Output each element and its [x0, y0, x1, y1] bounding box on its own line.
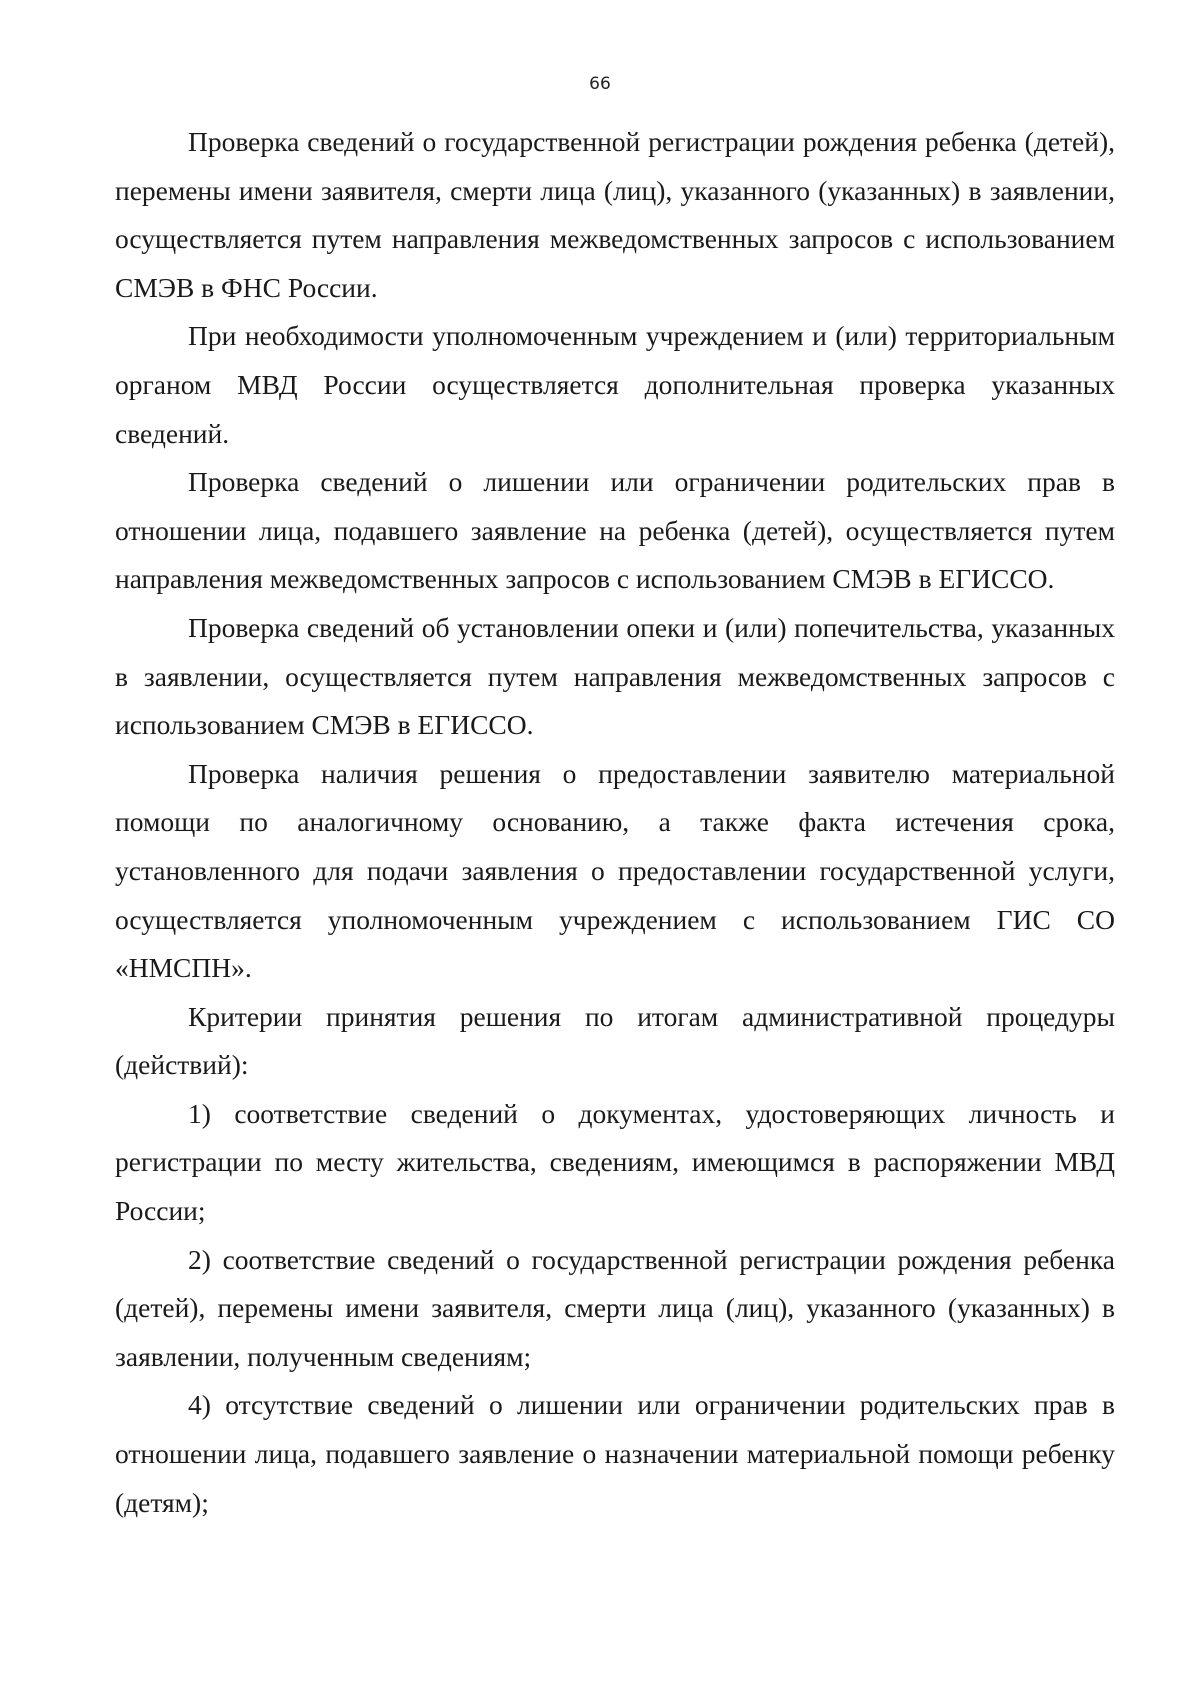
paragraph-decision-criteria: Критерии принятия решения по итогам административной процедуры (действий): [115, 1000, 1115, 1081]
paragraph-guardianship-check: Проверка сведений об установлении опеки и (или) попечительства, указанных в заявлении, осуществляется путем направления межведомственных запросов с использованием СМЭВ в ЕГИССО. [115, 611, 1115, 741]
page-number: 66 [589, 74, 611, 94]
paragraph-additional-check: При необходимости уполномоченным учреждением и (или) территориальным органом МВД России осуществляется дополнительная проверка указанных сведений. [115, 320, 1115, 449]
document-body [115, 118, 1115, 1527]
list-item-criterion-2: 2) соответствие сведений о государственной регистрации рождения ребенка (детей), перемены имени заявителя, смерти лица (лиц), указанного (указанных) в заявлении, полученным сведениям; [115, 1243, 1115, 1372]
list-item-criterion-4: 4) отсутствие сведений о лишении или ограничении родительских прав в отношении лица, подавшего заявление о назначении материальной помощи ребенку (детям); [115, 1389, 1115, 1518]
paragraph-birth-registration-check: Проверка сведений о государственной регистрации рождения ребенка (детей), перемены имени заявителя, смерти лица (лиц), указанного (указанных) в заявлении, осуществляется путем направления межведомственных запросов с использованием СМЭВ в ФНС России. [115, 126, 1115, 303]
paragraph-parental-rights-check: Проверка сведений о лишении или ограничении родительских прав в отношении лица, подавшего заявление на ребенка (детей), осуществляется путем направления межведомственных запросов с использованием СМЭВ в ЕГИССО. [115, 466, 1115, 595]
list-item-criterion-1: 1) соответствие сведений о документах, удостоверяющих личность и регистрации по месту жительства, сведениям, имеющимся в распоряжении МВД России; [115, 1097, 1115, 1227]
paragraph-material-aid-check: Проверка наличия решения о предоставлении заявителю материальной помощи по аналогичному основанию, а также факта истечения срока, установленного для подачи заявления о предоставлении государственной услуги, осуществляется уполномоченным учреждением с использованием ГИС СО «НМСПН». [115, 757, 1115, 984]
